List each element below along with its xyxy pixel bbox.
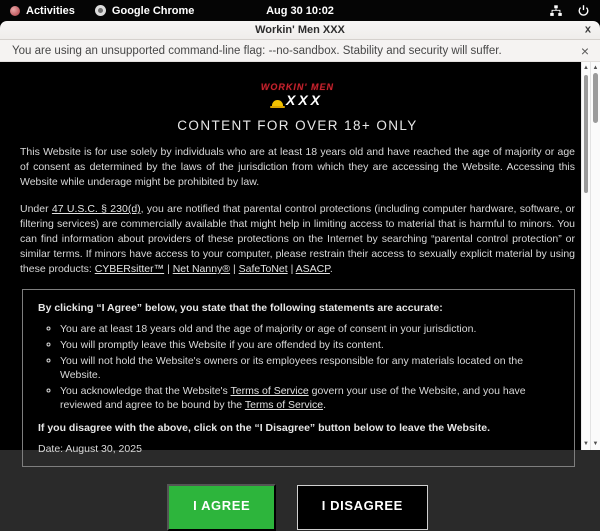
disagree-note: If you disagree with the above, click on the “I Disagree” button below to leave the Website. xyxy=(38,421,490,434)
net-nanny-link[interactable]: Net Nanny® xyxy=(172,263,231,275)
scroll-down-icon[interactable]: ▼ xyxy=(592,441,599,447)
asacp-link[interactable]: ASACP xyxy=(295,263,330,275)
agreement-item-liability: ◦ You will not hold the Website's owners or its employees responsible for any materials located on the Website. xyxy=(60,355,559,383)
terms-of-service-link[interactable]: Terms of Service xyxy=(230,384,309,397)
infobar-close-icon[interactable]: × xyxy=(580,42,589,59)
terms-of-service-link[interactable]: Terms of Service xyxy=(244,398,324,411)
date-line: Date: August 30, 2025 xyxy=(38,442,142,455)
agreement-item-leave: ◦ You will promptly leave this Website if you are offended by its content. xyxy=(60,339,559,353)
gnome-top-bar xyxy=(0,0,600,21)
age-gate-page xyxy=(0,62,581,513)
usc-230d-link[interactable]: 47 U.S.C. § 230(d) xyxy=(51,203,141,215)
agreement-box xyxy=(22,289,575,467)
activities-button[interactable] xyxy=(10,5,75,17)
power-icon[interactable] xyxy=(577,4,590,17)
activities-label: Activities xyxy=(26,4,75,17)
network-icon[interactable] xyxy=(549,4,563,18)
browser-viewport xyxy=(0,62,600,513)
site-logo xyxy=(20,83,575,107)
page-title: CONTENT FOR OVER 18+ ONLY xyxy=(177,118,418,133)
chrome-infobar xyxy=(0,40,600,62)
scroll-down-icon[interactable]: ▼ xyxy=(583,441,589,447)
window-scrollbar[interactable] xyxy=(590,62,600,450)
agreement-intro: By clicking “I Agree” below, you state that the following statements are accurate: xyxy=(38,302,443,314)
cybersitter-link[interactable]: CYBERsitter™ xyxy=(94,263,165,275)
app-menu-label: Google Chrome xyxy=(111,4,195,17)
agreement-item-tos: ◦ You acknowledge that the Website's Terms of Service govern your use of the Website, and you have reviewed and agree to be bound by the Terms of Service. xyxy=(60,385,559,413)
parental-controls-paragraph: Under 47 U.S.C. § 230(d), you are notified that parental control protections (including computer hardware, software, or filtering services) are commercially available that might help in limiting access to material that is harmful to minors. You can find information about providers of these protections on the Internet by searching “parental control protection” or similar terms. If minors have access to your computer, please restrain their access to sexually explicit material by using these products: CYBERsitter™ | Net Nanny® | SafeToNet | ASACP. xyxy=(20,203,576,275)
chrome-icon xyxy=(95,5,106,16)
scroll-up-icon[interactable]: ▲ xyxy=(583,65,589,71)
agreement-item-age: ◦ You are at least 18 years old and the age of majority or age of consent in your jurisdiction. xyxy=(60,323,559,337)
consent-buttons xyxy=(20,484,575,531)
hard-hat-icon xyxy=(272,100,283,106)
page-scrollbar[interactable] xyxy=(581,62,590,450)
site-logo-wordmark: WORKIN' MEN xyxy=(260,82,335,92)
i-disagree-button[interactable]: I DISAGREE xyxy=(297,485,428,530)
agreement-list xyxy=(38,323,559,413)
window-title: Workin' Men XXX xyxy=(255,24,345,36)
window-close-icon[interactable]: x xyxy=(584,23,591,36)
age-requirement-paragraph: This Website is for use solely by individuals who are at least 18 years old and have reached the age of majority or age of consent as determined by the laws of the jurisdiction from which they are accessing the Website. Accessing this Website while underage might be prohibited by law. xyxy=(20,146,575,188)
app-menu-google-chrome[interactable] xyxy=(95,5,195,17)
infobar-message: You are using an unsupported command-line flag: --no-sandbox. Stability and security will suffer. xyxy=(12,44,502,57)
page-scrollbar-thumb[interactable] xyxy=(584,75,588,193)
clock[interactable]: Aug 30 10:02 xyxy=(266,4,334,17)
window-scrollbar-thumb[interactable] xyxy=(593,73,598,123)
screen-record-icon xyxy=(10,6,20,16)
site-logo-xxx: XXX xyxy=(285,92,323,108)
scroll-up-icon[interactable]: ▲ xyxy=(592,65,599,71)
i-agree-button[interactable]: I AGREE xyxy=(167,484,276,531)
safetonet-link[interactable]: SafeToNet xyxy=(238,263,288,275)
window-title-bar[interactable] xyxy=(0,21,600,40)
